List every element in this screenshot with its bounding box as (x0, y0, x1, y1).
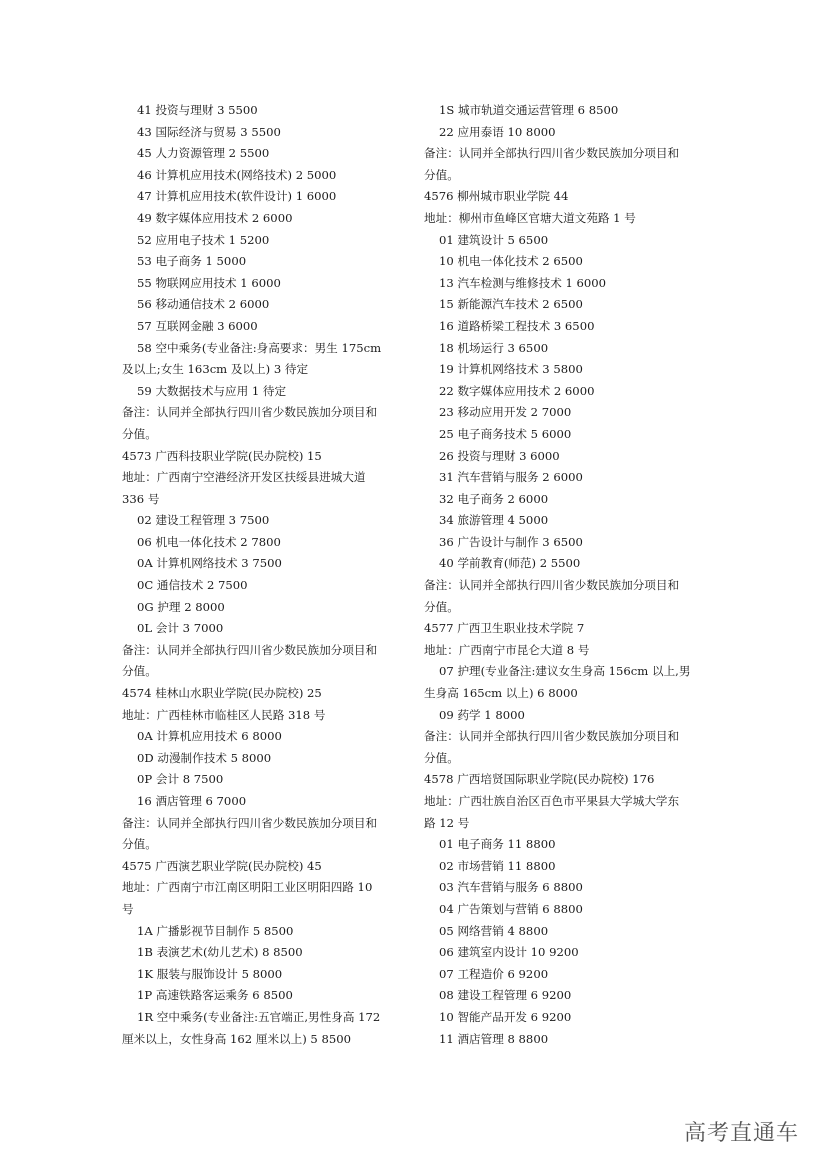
text-line: 备注：认同并全部执行四川省少数民族加分项目和 (122, 405, 378, 420)
text-line: 分值。 (424, 750, 459, 765)
text-line: 22 应用泰语 10 8000 (439, 124, 556, 139)
text-line: 56 移动通信技术 2 6000 (137, 297, 270, 312)
text-line: 1A 广播影视节目制作 5 8500 (137, 923, 294, 938)
text-line: 4576 柳州城市职业学院 44 (424, 189, 569, 204)
text-line: 生身高 165cm 以上) 6 8000 (424, 686, 578, 701)
text-line: 06 机电一体化技术 2 7800 (137, 534, 281, 549)
text-line: 4578 广西培贤国际职业学院(民办院校) 176 (424, 772, 655, 787)
text-line: 01 建筑设计 5 6500 (439, 232, 549, 247)
text-line: 55 物联网应用技术 1 6000 (137, 275, 281, 290)
text-line: 47 计算机应用技术(软件设计) 1 6000 (137, 189, 337, 204)
text-line: 36 广告设计与制作 3 6500 (439, 534, 583, 549)
text-line: 0C 通信技术 2 7500 (137, 578, 248, 593)
text-line: 02 市场营销 11 8800 (439, 858, 556, 873)
text-line: 23 移动应用开发 2 7000 (439, 405, 572, 420)
text-line: 46 计算机应用技术(网络技术) 2 5000 (137, 167, 337, 182)
text-line: 58 空中乘务(专业备注:身高要求：男生 175cm (137, 340, 382, 355)
left-column (122, 100, 412, 1050)
watermark: 高考直通车 (683, 1121, 799, 1146)
text-line: 备注：认同并全部执行四川省少数民族加分项目和 (424, 146, 680, 161)
text-line: 备注：认同并全部执行四川省少数民族加分项目和 (122, 815, 378, 830)
text-line: 0A 计算机应用技术 6 8000 (137, 729, 282, 744)
text-line: 10 机电一体化技术 2 6500 (439, 254, 583, 269)
text-line: 备注：认同并全部执行四川省少数民族加分项目和 (424, 578, 680, 593)
text-line: 15 新能源汽车技术 2 6500 (439, 297, 583, 312)
text-line: 57 互联网金融 3 6000 (137, 318, 258, 333)
text-line: 06 建筑室内设计 10 9200 (439, 945, 579, 960)
text-line: 07 护理(专业备注:建议女生身高 156cm 以上,男 (439, 664, 691, 679)
text-line: 0L 会计 3 7000 (137, 621, 224, 636)
text-line: 09 药学 1 8000 (439, 707, 525, 722)
text-line: 分值。 (122, 426, 157, 441)
text-line: 0D 动漫制作技术 5 8000 (137, 750, 272, 765)
text-line: 10 智能产品开发 6 9200 (439, 1009, 572, 1024)
text-line: 05 网络营销 4 8800 (439, 923, 549, 938)
text-line: 18 机场运行 3 6500 (439, 340, 549, 355)
text-line: 备注：认同并全部执行四川省少数民族加分项目和 (122, 642, 378, 657)
text-line: 备注：认同并全部执行四川省少数民族加分项目和 (424, 729, 680, 744)
text-line: 0A 计算机网络技术 3 7500 (137, 556, 282, 571)
text-line: 4577 广西卫生职业技术学院 7 (424, 621, 585, 636)
text-line: 19 计算机网络技术 3 5800 (439, 362, 583, 377)
text-line: 40 学前教育(师范) 2 5500 (439, 556, 581, 571)
text-line: 及以上;女生 163cm 及以上) 3 待定 (122, 362, 309, 377)
text-line: 路 12 号 (424, 815, 470, 830)
text-line: 0G 护理 2 8000 (137, 599, 225, 614)
text-line: 08 建设工程管理 6 9200 (439, 988, 572, 1003)
text-line: 地址：广西南宁空港经济开发区扶绥县进城大道 (122, 470, 366, 485)
text-line: 4573 广西科技职业学院(民办院校) 15 (122, 448, 322, 463)
text-line: 45 人力资源管理 2 5500 (137, 146, 270, 161)
text-line: 31 汽车营销与服务 2 6000 (439, 470, 583, 485)
text-line: 49 数字媒体应用技术 2 6000 (137, 210, 293, 225)
text-line: 52 应用电子技术 1 5200 (137, 232, 270, 247)
text-line: 1B 表演艺术(幼儿艺术) 8 8500 (137, 945, 303, 960)
text-line: 26 投资与理财 3 6000 (439, 448, 560, 463)
text-line: 41 投资与理财 3 5500 (137, 103, 258, 117)
text-line: 4574 桂林山水职业学院(民办院校) 25 (122, 686, 322, 701)
text-line: 分值。 (424, 167, 459, 182)
text-line: 号 (122, 901, 134, 916)
text-line: 1S 城市轨道交通运营管理 6 8500 (439, 103, 619, 117)
text-line: 地址：柳州市鱼峰区官塘大道文苑路 1 号 (424, 210, 636, 225)
text-line: 43 国际经济与贸易 3 5500 (137, 124, 281, 139)
text-line: 厘米以上，女性身高 162 厘米以上) 5 8500 (122, 1031, 351, 1046)
text-line: 0P 会计 8 7500 (137, 772, 224, 787)
text-line: 04 广告策划与营销 6 8800 (439, 901, 583, 916)
text-line: 02 建设工程管理 3 7500 (137, 513, 270, 528)
text-line: 34 旅游管理 4 5000 (439, 513, 549, 528)
text-line: 59 大数据技术与应用 1 待定 (137, 383, 287, 398)
text-line: 地址：广西桂林市临桂区人民路 318 号 (122, 707, 326, 722)
text-line: 03 汽车营销与服务 6 8800 (439, 880, 583, 895)
right-column (424, 100, 714, 1050)
text-line: 1K 服装与服饰设计 5 8000 (137, 966, 283, 981)
text-line: 分值。 (122, 664, 157, 679)
text-line: 11 酒店管理 8 8800 (439, 1031, 549, 1046)
text-line: 地址：广西南宁市昆仑大道 8 号 (424, 642, 590, 657)
text-line: 分值。 (122, 837, 157, 852)
text-line: 07 工程造价 6 9200 (439, 966, 549, 981)
text-line: 13 汽车检测与维修技术 1 6000 (439, 275, 607, 290)
text-line: 分值。 (424, 599, 459, 614)
text-line: 16 道路桥梁工程技术 3 6500 (439, 318, 595, 333)
text-line: 22 数字媒体应用技术 2 6000 (439, 383, 595, 398)
text-line: 336 号 (122, 491, 160, 506)
text-line: 4575 广西演艺职业学院(民办院校) 45 (122, 858, 322, 873)
text-line: 地址：广西壮族自治区百色市平果县大学城大学东 (424, 794, 680, 808)
text-line: 01 电子商务 11 8800 (439, 837, 556, 852)
text-line: 地址：广西南宁市江南区明阳工业区明阳四路 10 (122, 880, 373, 895)
text-line: 1P 高速铁路客运乘务 6 8500 (137, 988, 293, 1003)
text-line: 32 电子商务 2 6000 (439, 491, 549, 506)
text-line: 25 电子商务技术 5 6000 (439, 426, 572, 441)
text-line: 16 酒店管理 6 7000 (137, 794, 247, 808)
text-line: 53 电子商务 1 5000 (137, 254, 247, 269)
text-line: 1R 空中乘务(专业备注:五官端正,男性身高 172 (137, 1009, 381, 1024)
